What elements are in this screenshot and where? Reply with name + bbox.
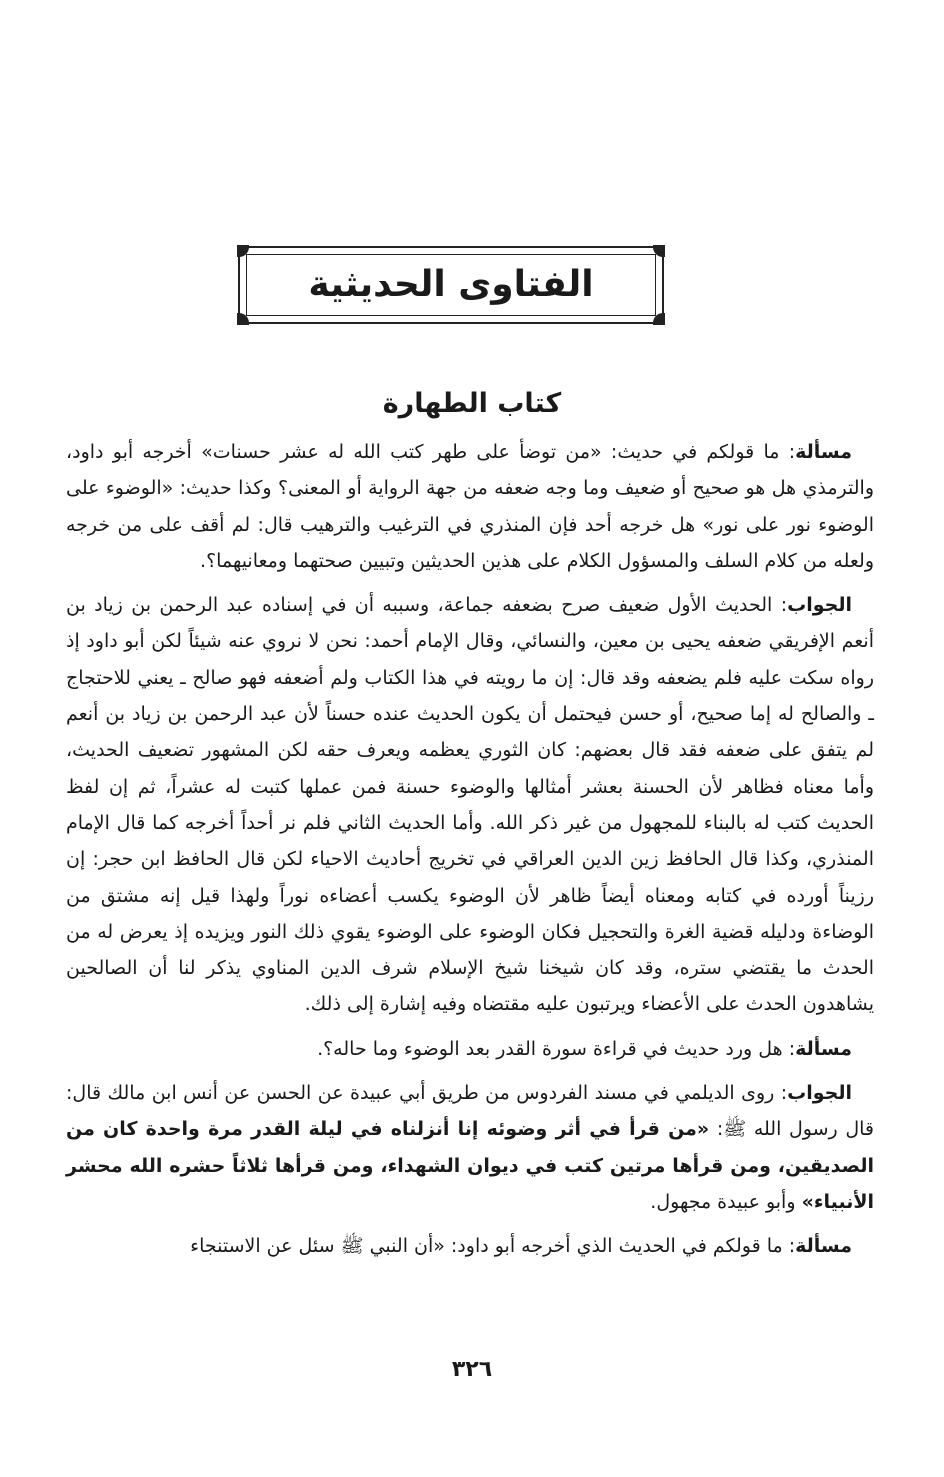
frame-corner-ornament bbox=[653, 313, 665, 325]
paragraph-text: : روى الديلمي في مسند الفردوس من طريق أبي عبيدة عن الحسن عن أنس ابن مالك قال: قال رسول الله ﷺ: bbox=[66, 1082, 875, 1141]
question-label: مسألة bbox=[795, 1037, 852, 1060]
paragraph-text: : هل ورد حديث في قراءة سورة القدر بعد الوضوء وما حاله؟. bbox=[317, 1037, 796, 1060]
page-number: ٣٢٦ bbox=[451, 1357, 493, 1382]
question-paragraph bbox=[66, 1228, 874, 1264]
answer-label: الجواب bbox=[787, 1082, 852, 1105]
paragraph-text: : الحديث الأول ضعيف صرح بضعفه جماعة، وسببه أن في إسناده عبد الرحمن بن زياد بن أنعم الإفريقي ضعفه يحيى بن معين، والنسائي، وقال الإمام أحمد: نحن لا نروي عنه شيئاً لكن أبو داود إذ رواه سكت عليه فلم يضعفه وقد قال: إن ما رويته في هذا الكتاب ولم أضعفه فهو صالح ـ يعني للاحتجاج ـ والصالح له إما صحيح، أو حسن فيحتمل أن يكون الحديث عنده حسناً لأن عبد الرحمن بن زياد بن أنعم لم يتفق على ضعفه فقد قال بعضهم: كان الثوري يعظمه ويعرف حقه لكن المشهور تضعيف الحديث، وأما معناه فظاهر لأن الحسنة بعشر أمثالها والوضوء حسنة فمن عملها كتبت له عشراً، ثم إن لفظ الحديث كتب له بالبناء للمجهول من غير ذكر الله. وأما الحديث الثاني فلم نر أحداً أخرجه كما قال الإمام المنذري، وكذا قال الحافظ زين الدين العراقي في تخريج أحاديث الاحياء لكن قال الحافظ ابن حجر: إن رزيناً أورده في كتابه ومعناه أيضاً ظاهر لأن الوضوء يكسب أعضاءه نوراً ولهذا قيل إنه مشتق من الوضاءة ودليله قضية الغرة والتحجيل فكان الوضوء على الوضوء يقوي ذلك النور ويزيده إذ يعرض له من الحدث ما يقتضي ستره، وقد كان شيخنا شيخ الإسلام شرف الدين المناوي يذكر لنا أن الصالحين يشاهدون الحدث على الأعضاء ويرتبون عليه مقتضاه وفيه إشارة إلى ذلك. bbox=[66, 594, 874, 1016]
hadith-quote: «من قرأ في أثر وضوئه إنا أنزلناه في ليلة القدر مرة واحدة كان من الصديقين، ومن قرأها مرتين كتب في ديوان الشهداء، ومن قرأها ثلاثاً حشره الله محشر الأنبياء» bbox=[66, 1118, 874, 1213]
paragraph-text: : ما قولكم في حديث: «من توضأ على طهر كتب الله له عشر حسنات» أخرجه أبو داود، والترمذي هل هو صحيح أو ضعيف وما وجه ضعفه من جهة الرواية أو المعنى؟ وكذا حديث: «الوضوء على الوضوء نور على نور» هل خرجه أحد فإن المنذري في الترغيب والترهيب قال: لم أقف على من خرجه ولعله من كلام السلف والمسؤول الكلام على هذين الحديثين وتبيين صحتهما ومعانيهما؟. bbox=[66, 441, 874, 572]
frame-corner-ornament bbox=[237, 245, 249, 257]
answer-paragraph bbox=[66, 1075, 874, 1220]
title-frame bbox=[238, 246, 664, 324]
answer-paragraph bbox=[66, 587, 874, 1023]
question-label: مسألة bbox=[795, 1235, 852, 1258]
book-heading: كتاب الطهارة bbox=[382, 388, 562, 419]
answer-label: الجواب bbox=[787, 594, 852, 617]
paragraph-text: : ما قولكم في الحديث الذي أخرجه أبو داود: «أن النبي ﷺ سئل عن الاستنجاء bbox=[190, 1235, 796, 1258]
body-text bbox=[66, 434, 874, 1273]
frame-corner-ornament bbox=[237, 313, 249, 325]
question-paragraph bbox=[66, 434, 874, 579]
paragraph-text: وأبو عبيدة مجهول. bbox=[650, 1190, 802, 1213]
question-label: مسألة bbox=[795, 441, 852, 463]
frame-corner-ornament bbox=[653, 245, 665, 257]
question-paragraph bbox=[66, 1031, 874, 1067]
section-title: الفتاوى الحديثية bbox=[308, 264, 594, 305]
